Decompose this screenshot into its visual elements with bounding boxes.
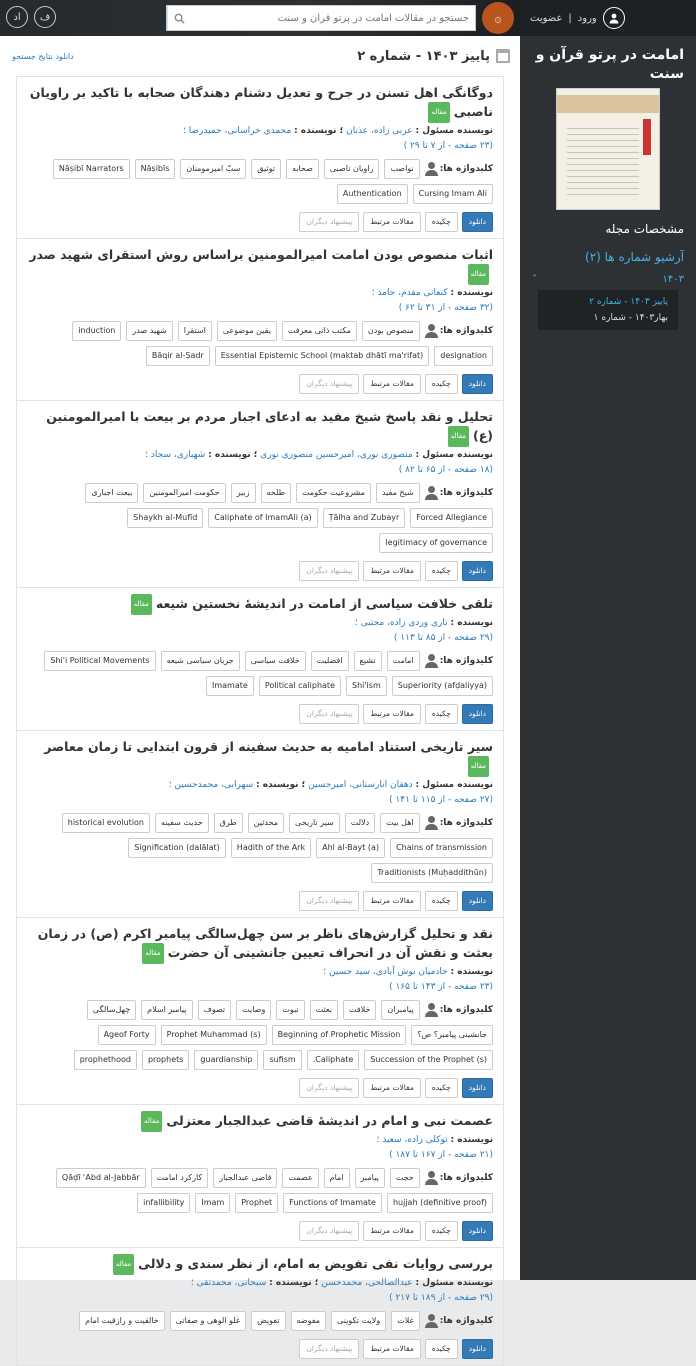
download-button[interactable]: دانلود [462, 891, 493, 911]
article-title[interactable] [29, 924, 493, 964]
article-authors [29, 778, 493, 793]
keyword-list [29, 651, 493, 696]
article-authors [29, 124, 493, 139]
suggestions-button[interactable]: پیشنهاد دیگران [299, 1221, 359, 1241]
abstract-button[interactable]: چکیده [425, 212, 458, 232]
keyword-tag[interactable]: Traditionists (Muḥaddithūn) [371, 863, 493, 883]
user-icon [425, 1171, 438, 1185]
article-badge: مقاله [142, 943, 163, 964]
author-link[interactable]: سهرابی، محمدحسین ؛ [168, 780, 254, 790]
keyword-tag[interactable]: زبیر [231, 483, 256, 503]
keyword-tag[interactable]: امام [324, 1168, 350, 1188]
keyword-tag[interactable]: Superiority (afḍaliyya) [392, 676, 493, 696]
keyword-tag[interactable]: پیامبر اسلام [141, 1000, 192, 1020]
article-title-text[interactable]: بررسی روایات نفی تفویض به امام، از نظر سندی و دلالی [138, 1256, 493, 1271]
keyword-tag[interactable]: Succession of the Prophet (s) [364, 1050, 493, 1070]
article-actions [29, 1221, 493, 1241]
article-list [16, 76, 504, 1366]
article-badge: مقاله [448, 426, 469, 447]
article-pages: (۱۸ صفحه - از ۶۵ تا ۸۲ ) [398, 465, 493, 475]
keyword-tag[interactable]: ولایت تکوینی [331, 1311, 386, 1331]
author-link[interactable]: عربی زاده، عذنان [346, 126, 413, 136]
article-title-text[interactable]: نقد و تحلیل گزارش‌های ناظر بر سن چهل‌سالگی پیامبر اکرم (ص) در زمان بعثت و نقش آن در انحراف تعیین جانشینی آن حضرت [37, 926, 493, 960]
keyword-tag[interactable]: وصایت [236, 1000, 271, 1020]
download-button[interactable]: دانلود [462, 374, 493, 394]
keyword-tag[interactable]: عصمت [282, 1168, 318, 1188]
user-icon [425, 654, 438, 668]
suggestions-button[interactable]: پیشنهاد دیگران [299, 212, 359, 232]
keyword-tag[interactable]: Forced Allegiance [410, 508, 493, 528]
issue-list [538, 290, 678, 330]
keyword-tag[interactable]: پیامبر [355, 1168, 385, 1188]
keyword-tag[interactable]: توثیق [251, 159, 281, 179]
issue-title-text: پاییز ۱۴۰۳ - شماره ۲ [357, 48, 490, 64]
article-actions [29, 1078, 493, 1098]
keyword-tag[interactable]: حدیث سفینه [155, 813, 209, 833]
keyword-tag[interactable]: Signification (dalālat) [128, 838, 226, 858]
keyword-tag[interactable]: Shaykh al-Mufīd [127, 508, 203, 528]
keyword-tag[interactable]: پیامبران [381, 1000, 419, 1020]
article-authors [29, 1276, 493, 1291]
article-actions [29, 374, 493, 394]
keywords-label-text: کلیدواژه ها: [439, 656, 493, 666]
article-badge: مقاله [141, 1111, 162, 1132]
author-link[interactable]: تاری وردی زاده، مجتبی ؛ [354, 618, 448, 628]
article-title[interactable] [29, 83, 493, 123]
keyword-tag[interactable]: امامت [387, 651, 420, 671]
keyword-tag[interactable]: Essential Epistemic School (maktab dhātī ma'rifat) [215, 346, 430, 366]
keyword-tag[interactable]: افضلیت [311, 651, 349, 671]
main-content [0, 36, 520, 1353]
article-title[interactable] [29, 407, 493, 447]
article-badge: مقاله [113, 1254, 134, 1275]
article-authors [29, 448, 493, 463]
keyword-tag[interactable]: Nāṣibīs [135, 159, 176, 179]
keyword-tag[interactable]: Caliphate. [307, 1050, 360, 1070]
keyword-tag[interactable]: sufism [263, 1050, 301, 1070]
keyword-tag[interactable]: غلو الوهی و صفاتی [170, 1311, 246, 1331]
keyword-tag[interactable]: قاضی عبدالجبار [213, 1168, 277, 1188]
article-badge: مقاله [468, 756, 489, 777]
keyword-tag[interactable]: خلافت سیاسی [245, 651, 306, 671]
article-item [17, 730, 503, 917]
keyword-tag[interactable]: Imamate [206, 676, 254, 696]
article-actions [29, 1339, 493, 1359]
user-icon [425, 1003, 438, 1017]
keywords-label-text: کلیدواژه ها: [439, 488, 493, 498]
download-button[interactable]: دانلود [462, 1078, 493, 1098]
article-pages: (۲۹ صفحه - از ۱۸۹ تا ۲۱۷ ) [389, 1293, 493, 1303]
keyword-tag[interactable]: مفوضه [291, 1311, 327, 1331]
suggestions-button[interactable]: پیشنهاد دیگران [299, 1339, 359, 1359]
issue-link[interactable]: بهار۱۴۰۳ - شماره ۱ [593, 313, 668, 323]
keyword-tag[interactable]: مشروعیت حکومت [296, 483, 371, 503]
author-label: نویسنده : [450, 967, 493, 977]
keyword-tag[interactable]: Qāḍī ʿAbd al-Jabbār [56, 1168, 146, 1188]
author-label: ؛ نویسنده : [256, 780, 306, 790]
keywords-label-text: کلیدواژه ها: [439, 164, 493, 174]
article-pages: (۲۷ صفحه - از ۱۱۵ تا ۱۴۱ ) [389, 795, 493, 805]
keyword-tag[interactable]: یقین موضوعی [217, 321, 277, 341]
related-articles-button[interactable]: مقالات مرتبط [363, 561, 420, 581]
article-pages: (۲۱ صفحه - از ۱۶۷ تا ۱۸۷ ) [389, 1150, 493, 1160]
keyword-tag[interactable]: induction [72, 321, 121, 341]
keyword-list [29, 813, 493, 883]
keyword-tag[interactable]: نواصب [384, 159, 419, 179]
article-badge: مقاله [428, 102, 449, 123]
separator: | [568, 12, 572, 24]
keyword-tag[interactable]: hujjah (definitive proof) [387, 1193, 493, 1213]
keywords-label-text: کلیدواژه ها: [439, 1173, 493, 1183]
keyword-tag[interactable]: Imam [195, 1193, 230, 1213]
article-item [17, 917, 503, 1104]
keyword-tag[interactable]: Shi'i Political Movements [44, 651, 155, 671]
download-button[interactable]: دانلود [462, 561, 493, 581]
keyword-tag[interactable]: Prophet [235, 1193, 278, 1213]
keyword-tag[interactable]: Beginning of Prophetic Mission [272, 1025, 407, 1045]
keyword-tag[interactable]: شیخ مفید [376, 483, 420, 503]
author-label: ؛ نویسنده : [294, 126, 344, 136]
keyword-tag[interactable]: Political caliphate [259, 676, 341, 696]
keyword-tag[interactable]: خلافت [343, 1000, 376, 1020]
keyword-tag[interactable]: Ageof Forty [98, 1025, 156, 1045]
app-icon[interactable]: اد [6, 6, 28, 28]
keyword-tag[interactable]: legitimacy of governance [379, 533, 493, 553]
keywords-label [425, 654, 493, 668]
keywords-label [425, 486, 493, 500]
abstract-button[interactable]: چکیده [425, 1078, 458, 1098]
keywords-label [425, 324, 493, 338]
author-link[interactable]: عبدالصالحی، محمدحسن [321, 1278, 413, 1288]
journal-cover-image[interactable] [556, 88, 660, 210]
abstract-button[interactable]: چکیده [425, 561, 458, 581]
keyword-tag[interactable]: جریان سیاسی شیعه [161, 651, 240, 671]
related-articles-button[interactable]: مقالات مرتبط [363, 1339, 420, 1359]
article-item [17, 400, 503, 587]
keyword-tag[interactable]: تفویض [251, 1311, 285, 1331]
article-title-text[interactable]: عصمت نبی و امام در اندیشهٔ قاضی عبدالجبار معتزلی [166, 1113, 493, 1128]
keywords-label [425, 162, 493, 176]
author-label: نویسنده : [450, 1135, 493, 1145]
calendar-icon [496, 49, 510, 63]
keyword-tag[interactable]: نبوت [276, 1000, 304, 1020]
keywords-label-text: کلیدواژه ها: [439, 1316, 493, 1326]
article-actions [29, 704, 493, 724]
keywords-label [425, 1003, 493, 1017]
suggestions-button[interactable]: پیشنهاد دیگران [299, 891, 359, 911]
abstract-button[interactable]: چکیده [425, 704, 458, 724]
keyword-tag[interactable]: سیر تاریخی [289, 813, 340, 833]
article-authors [29, 286, 493, 301]
archive-year[interactable] [520, 274, 696, 290]
author-label: نویسنده مسئول : [415, 450, 493, 460]
keyword-tag[interactable]: غلات [391, 1311, 420, 1331]
author-link[interactable]: شهبازی، سجاد ؛ [145, 450, 206, 460]
related-articles-button[interactable]: مقالات مرتبط [363, 374, 420, 394]
keyword-tag[interactable]: تصوف [198, 1000, 232, 1020]
article-authors [29, 1133, 493, 1148]
keyword-list [29, 1311, 493, 1331]
article-pages: (۲۳ صفحه - از ۷ تا ۲۹ ) [403, 141, 493, 151]
search-input[interactable] [191, 6, 475, 30]
keyword-tag[interactable]: مکتب ذاتی معرفت [282, 321, 357, 341]
keyword-tag[interactable]: Bāqir al-Ṣadr [146, 346, 210, 366]
download-button[interactable]: دانلود [462, 1339, 493, 1359]
language-icon[interactable]: ف [34, 6, 56, 28]
user-icon [425, 1314, 438, 1328]
article-pages: (۳۲ صفحه - از ۳۱ تا ۶۲ ) [398, 303, 493, 313]
keyword-tag[interactable]: حجت [390, 1168, 420, 1188]
keyword-tag[interactable]: چهل‌سالگی [87, 1000, 136, 1020]
keyword-tag[interactable]: کارکرد امامت [151, 1168, 209, 1188]
register-link[interactable]: عضویت [530, 12, 563, 24]
article-title-text[interactable]: دوگانگی اهل تسنن در جرح و تعدیل دشنام دهندگان صحابه با تاکید بر راویان ناصبی [29, 85, 493, 119]
article-title[interactable] [29, 737, 493, 777]
article-actions [29, 561, 493, 581]
keyword-tag[interactable]: طلحه [261, 483, 291, 503]
year-label: ۱۴۰۳ [662, 274, 684, 285]
article-badge: مقاله [468, 264, 489, 285]
user-icon [425, 816, 438, 830]
keyword-tag[interactable]: دلالت [345, 813, 375, 833]
author-label: نویسنده : [450, 618, 493, 628]
article-title-text[interactable]: تحلیل و نقد پاسخ شیخ مفید به ادعای اجبار مردم بر بیعت با امیرالمومنین (ع) [46, 409, 493, 443]
keywords-label [425, 816, 493, 830]
article-authors [29, 616, 493, 631]
keywords-label [425, 1314, 493, 1328]
keyword-tag[interactable]: Authentication [337, 184, 408, 204]
suggestions-button[interactable]: پیشنهاد دیگران [299, 561, 359, 581]
keyword-tag[interactable]: Ahl al-Bayt (a) [316, 838, 385, 858]
download-button[interactable]: دانلود [462, 1221, 493, 1241]
keyword-tag[interactable]: طرق [214, 813, 243, 833]
keyword-tag[interactable]: بعثت [310, 1000, 338, 1020]
related-articles-button[interactable]: مقالات مرتبط [363, 212, 420, 232]
article-title[interactable] [29, 594, 493, 615]
suggestions-button[interactable]: پیشنهاد دیگران [299, 374, 359, 394]
suggestions-button[interactable]: پیشنهاد دیگران [299, 704, 359, 724]
keyword-tag[interactable]: Caliphate of ImamAli (a) [208, 508, 317, 528]
author-link[interactable]: دهقان انارستانی، امیرحسین [308, 780, 413, 790]
article-title[interactable] [29, 1111, 493, 1132]
article-item [17, 238, 503, 400]
keyword-tag[interactable]: infallibility [137, 1193, 190, 1213]
author-label: نویسنده مسئول : [415, 780, 493, 790]
user-icon [425, 324, 438, 338]
author-label: نویسنده : [450, 288, 493, 298]
issue-link[interactable]: پاییز ۱۴۰۳ - شماره ۲ [589, 297, 668, 307]
search-box [166, 5, 476, 31]
author-link[interactable]: توکلی زاده، سعید ؛ [376, 1135, 448, 1145]
abstract-button[interactable]: چکیده [425, 891, 458, 911]
author-link[interactable]: سبحانی، محمدتقی ؛ [190, 1278, 267, 1288]
keyword-tag[interactable]: guardianship [194, 1050, 258, 1070]
keyword-tag[interactable]: محدثین [248, 813, 284, 833]
article-pages: (۲۳ صفحه - از ۱۴۳ تا ۱۶۵ ) [389, 982, 493, 992]
keyword-tag[interactable]: Functions of Imamate [283, 1193, 382, 1213]
keywords-label [425, 1171, 493, 1185]
article-title-text[interactable]: اثبات منصوص بودن امامت امیرالمومنین براساس روش استقرای شهید صدر [29, 247, 493, 262]
keyword-tag[interactable]: بیعت اجباری [85, 483, 138, 503]
author-link[interactable]: منصوری نوری، امیرحسین منصوری نوری [260, 450, 413, 460]
journal-specs-link[interactable]: مشخصات مجله [605, 222, 684, 236]
keyword-tag[interactable]: prophethood [74, 1050, 137, 1070]
issue-header [0, 36, 520, 76]
login-link[interactable]: ورود [577, 12, 597, 24]
user-icon [425, 486, 438, 500]
article-pages: (۲۹ صفحه - از ۸۵ تا ۱۱۳ ) [393, 633, 493, 643]
related-articles-button[interactable]: مقالات مرتبط [363, 891, 420, 911]
keyword-tag[interactable]: Hadith of the Ark [231, 838, 311, 858]
keyword-tag[interactable]: استقرا [178, 321, 212, 341]
keyword-tag[interactable]: صحابه [286, 159, 319, 179]
keywords-label-text: کلیدواژه ها: [439, 818, 493, 828]
abstract-button[interactable]: چکیده [425, 374, 458, 394]
keyword-tag[interactable]: Nāṣibī Narrators [53, 159, 130, 179]
article-authors [29, 965, 493, 980]
article-item [17, 1104, 503, 1247]
article-item [17, 587, 503, 730]
keyword-tag[interactable]: prophets [142, 1050, 189, 1070]
keyword-list [29, 483, 493, 553]
author-label: ؛ نویسنده : [208, 450, 258, 460]
keyword-tag[interactable]: راویان ناصبی [324, 159, 380, 179]
keyword-tag[interactable]: سبّ امیرمومنان [180, 159, 246, 179]
abstract-button[interactable]: چکیده [425, 1221, 458, 1241]
keyword-tag[interactable]: شهید صدر [126, 321, 172, 341]
journal-title: امامت در پرتو قرآن و سنت [535, 47, 684, 82]
article-title-text[interactable]: سیر تاریخی استناد امامیه به حدیث سفینه از قرون ابتدایی تا زمان معاصر [44, 739, 493, 754]
sidebar [520, 0, 696, 1280]
author-link[interactable]: خادمیان نوش آبادی، سید حسین ؛ [323, 967, 448, 977]
account-bar [520, 0, 696, 36]
related-articles-button[interactable]: مقالات مرتبط [363, 704, 420, 724]
article-item [17, 76, 503, 238]
suggestions-button[interactable]: پیشنهاد دیگران [299, 1078, 359, 1098]
author-link[interactable]: محمدی خراسانی، حمیدرضا ؛ [182, 126, 292, 136]
article-item [17, 1247, 503, 1365]
article-title[interactable] [29, 1254, 493, 1275]
keyword-tag[interactable]: Shi'ism [346, 676, 387, 696]
related-articles-button[interactable]: مقالات مرتبط [363, 1078, 420, 1098]
related-articles-button[interactable]: مقالات مرتبط [363, 1221, 420, 1241]
keyword-tag[interactable]: designation [434, 346, 493, 366]
download-results-link[interactable]: دانلود نتایج جستجو [12, 51, 74, 61]
keyword-list [29, 1168, 493, 1213]
keyword-tag[interactable]: تشیع [354, 651, 382, 671]
article-badge: مقاله [131, 594, 152, 615]
keyword-list [29, 321, 493, 366]
download-button[interactable]: دانلود [462, 704, 493, 724]
keyword-tag[interactable]: جانشینی پیامبر؟ ص؟ [411, 1025, 493, 1045]
chevron-up-icon[interactable]: ˄ [532, 274, 537, 285]
top-navbar [0, 0, 520, 36]
keyword-tag[interactable]: Chains of transmission [390, 838, 493, 858]
keyword-tag[interactable]: منصوص بودن [362, 321, 420, 341]
search-icon[interactable] [167, 6, 191, 30]
keyword-list [29, 1000, 493, 1070]
keyword-tag[interactable]: historical evolution [62, 813, 150, 833]
author-link[interactable]: کنعانی مقدم، حامد ؛ [371, 288, 448, 298]
keyword-tag[interactable]: اهل بیت [380, 813, 420, 833]
author-label: نویسنده مسئول : [415, 1278, 493, 1288]
article-actions [29, 212, 493, 232]
journal-logo[interactable]: ۞ [482, 2, 514, 34]
keywords-label-text: کلیدواژه ها: [439, 326, 493, 336]
abstract-button[interactable]: چکیده [425, 1339, 458, 1359]
issue-title [357, 49, 510, 64]
author-label: ؛ نویسنده : [269, 1278, 319, 1288]
keyword-tag[interactable]: Ṭālha and Zubayr [323, 508, 406, 528]
archive-heading[interactable]: آرشیو شماره ها (۲) [585, 250, 684, 264]
download-button[interactable]: دانلود [462, 212, 493, 232]
user-icon [425, 162, 438, 176]
author-label: نویسنده مسئول : [415, 126, 493, 136]
keyword-tag[interactable]: خالقیت و رازقیت امام [79, 1311, 165, 1331]
user-icon[interactable] [603, 7, 625, 29]
keyword-tag[interactable]: Cursing Imam Ali [413, 184, 493, 204]
article-title-text[interactable]: تلقی خلافت سیاسی از امامت در اندیشهٔ نخستین شیعه [155, 596, 493, 611]
keyword-list [29, 159, 493, 204]
article-actions [29, 891, 493, 911]
keywords-label-text: کلیدواژه ها: [439, 1005, 493, 1015]
article-title[interactable] [29, 245, 493, 285]
keyword-tag[interactable]: Prophet Muhammad (s) [161, 1025, 267, 1045]
keyword-tag[interactable]: حکومت امیرالمومنین [143, 483, 225, 503]
